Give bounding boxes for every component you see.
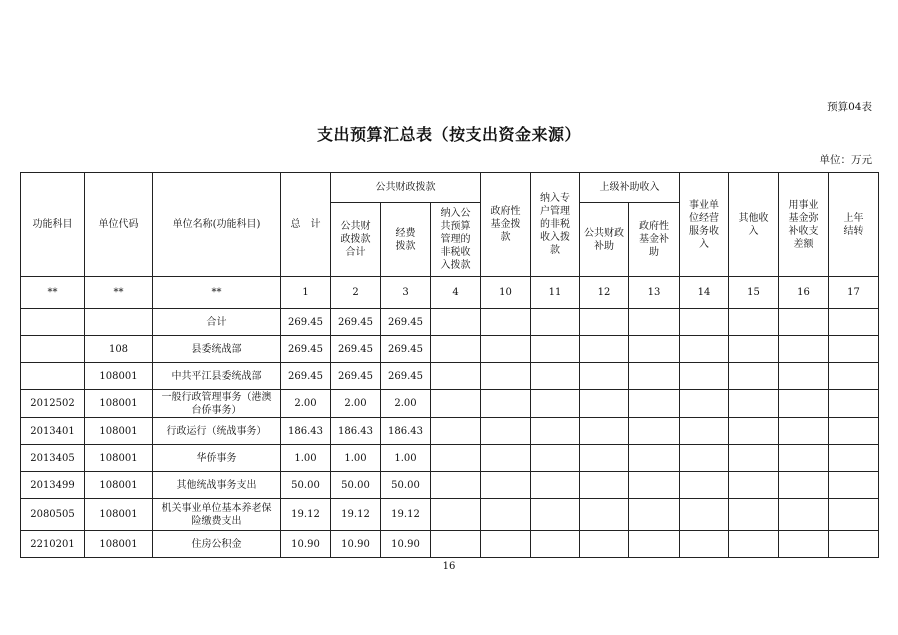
unit-name-cell: 行政运行（统战事务）: [153, 418, 281, 445]
public-fiscal-total-cell: 186.43: [331, 418, 381, 445]
index-cell: 11: [531, 277, 580, 309]
header-nontax-special-text: 纳入专户管理的非税收入拨款: [540, 193, 571, 256]
header-superior-subsidy: 上级补助收入: [580, 173, 680, 203]
header-business-fund-text: 用事业基金弥补收支差额: [788, 199, 819, 250]
func-code-cell: [21, 309, 85, 336]
unit-name-text: 一般行政管理事务（港澳台侨事务）: [161, 391, 272, 416]
unit-code-cell: 108001: [85, 531, 153, 558]
index-cell: 4: [431, 277, 481, 309]
header-sub-public-fiscal: [580, 203, 629, 277]
header-other-income: [729, 173, 779, 277]
table-row: [21, 418, 879, 445]
unit-label: 单位：万元: [819, 154, 872, 166]
unit-name-cell: [153, 390, 281, 418]
table-row: [21, 309, 879, 336]
total-cell: 19.12: [281, 499, 331, 531]
header-business-income-text: 事业单位经营服务收入: [689, 199, 720, 250]
header-nontax-in-budget-text: 纳入公共预算管理的非税收入拨款: [440, 208, 471, 271]
index-cell: 10: [481, 277, 531, 309]
total-cell: 269.45: [281, 363, 331, 390]
public-fiscal-total-cell: 269.45: [331, 363, 381, 390]
expenditure-budget-table: [20, 172, 879, 558]
header-carryover: [829, 173, 879, 277]
index-cell: 3: [381, 277, 431, 309]
header-public-fiscal-total-text: 公共财政拨款合计: [340, 221, 371, 258]
index-cell: 1: [281, 277, 331, 309]
total-cell: 10.90: [281, 531, 331, 558]
header-other-income-text: 其他收入: [738, 212, 769, 237]
public-fiscal-total-cell: 269.45: [331, 336, 381, 363]
public-fiscal-total-cell: 2.00: [331, 390, 381, 418]
fee-cell: 269.45: [381, 309, 431, 336]
unit-name-cell: 住房公积金: [153, 531, 281, 558]
unit-code-cell: 108001: [85, 390, 153, 418]
total-cell: 1.00: [281, 445, 331, 472]
header-carryover-text: 上年结转: [843, 212, 864, 237]
fee-cell: 186.43: [381, 418, 431, 445]
func-code-cell: [21, 363, 85, 390]
fee-cell: 19.12: [381, 499, 431, 531]
public-fiscal-total-cell: 19.12: [331, 499, 381, 531]
index-cell: 12: [580, 277, 629, 309]
index-cell: 15: [729, 277, 779, 309]
func-code-cell: 2012502: [21, 390, 85, 418]
header-nontax-special: [531, 173, 580, 277]
index-row: [21, 277, 879, 309]
form-number: 预算04表: [827, 101, 872, 113]
index-cell: **: [85, 277, 153, 309]
total-cell: 2.00: [281, 390, 331, 418]
public-fiscal-total-cell: 10.90: [331, 531, 381, 558]
unit-name-cell: [153, 499, 281, 531]
unit-code-cell: 108: [85, 336, 153, 363]
unit-name-text: 机关事业单位基本养老保险缴费支出: [161, 502, 272, 527]
table-row: [21, 336, 879, 363]
func-code-cell: 2080505: [21, 499, 85, 531]
unit-name-cell: 其他统战事务支出: [153, 472, 281, 499]
unit-code-cell: 108001: [85, 472, 153, 499]
unit-code-cell: 108001: [85, 363, 153, 390]
total-cell: 269.45: [281, 309, 331, 336]
header-total: 总 计: [281, 173, 331, 277]
total-cell: 50.00: [281, 472, 331, 499]
table-row: [21, 363, 879, 390]
func-code-cell: 2210201: [21, 531, 85, 558]
unit-code-cell: [85, 309, 153, 336]
header-public-fiscal-total: [331, 203, 381, 277]
header-gov-fund: [481, 173, 531, 277]
unit-code-cell: 108001: [85, 445, 153, 472]
unit-name-cell: 华侨事务: [153, 445, 281, 472]
header-fee: [381, 203, 431, 277]
fee-cell: 50.00: [381, 472, 431, 499]
header-sub-gov-fund-text: 政府性基金补助: [639, 221, 670, 258]
public-fiscal-total-cell: 50.00: [331, 472, 381, 499]
fee-cell: 2.00: [381, 390, 431, 418]
table-row: [21, 472, 879, 499]
total-cell: 186.43: [281, 418, 331, 445]
unit-name-cell: 县委统战部: [153, 336, 281, 363]
public-fiscal-total-cell: 1.00: [331, 445, 381, 472]
table-row: [21, 531, 879, 558]
header-unit-name: 单位名称(功能科目): [153, 173, 281, 277]
header-fee-text: 经费拨款: [395, 227, 416, 252]
func-code-cell: 2013499: [21, 472, 85, 499]
func-code-cell: [21, 336, 85, 363]
index-cell: 2: [331, 277, 381, 309]
fee-cell: 1.00: [381, 445, 431, 472]
header-public-fiscal: 公共财政拨款: [331, 173, 481, 203]
header-unit-code: 单位代码: [85, 173, 153, 277]
fee-cell: 269.45: [381, 336, 431, 363]
header-gov-fund-text: 政府性基金拨款: [490, 206, 521, 243]
unit-code-cell: 108001: [85, 418, 153, 445]
unit-name-cell: 合计: [153, 309, 281, 336]
index-cell: 13: [629, 277, 680, 309]
func-code-cell: 2013401: [21, 418, 85, 445]
header-sub-gov-fund: [629, 203, 680, 277]
fee-cell: 10.90: [381, 531, 431, 558]
page-title: 支出预算汇总表（按支出资金来源）: [316, 125, 581, 144]
header-row-1: [21, 173, 879, 203]
table-row: [21, 390, 879, 418]
func-code-cell: 2013405: [21, 445, 85, 472]
fee-cell: 269.45: [381, 363, 431, 390]
header-business-income: [680, 173, 729, 277]
header-func-code: 功能科目: [21, 173, 85, 277]
index-cell: 17: [829, 277, 879, 309]
index-cell: 16: [779, 277, 829, 309]
index-cell: **: [21, 277, 85, 309]
page-number: 16: [442, 561, 456, 572]
total-cell: 269.45: [281, 336, 331, 363]
unit-name-cell: 中共平江县委统战部: [153, 363, 281, 390]
index-cell: 14: [680, 277, 729, 309]
unit-code-cell: 108001: [85, 499, 153, 531]
header-sub-public-fiscal-text: 公共财政补助: [584, 227, 625, 252]
table-row: [21, 499, 879, 531]
index-cell: **: [153, 277, 281, 309]
table-row: [21, 445, 879, 472]
header-business-fund: [779, 173, 829, 277]
public-fiscal-total-cell: 269.45: [331, 309, 381, 336]
header-nontax-in-budget: [431, 203, 481, 277]
